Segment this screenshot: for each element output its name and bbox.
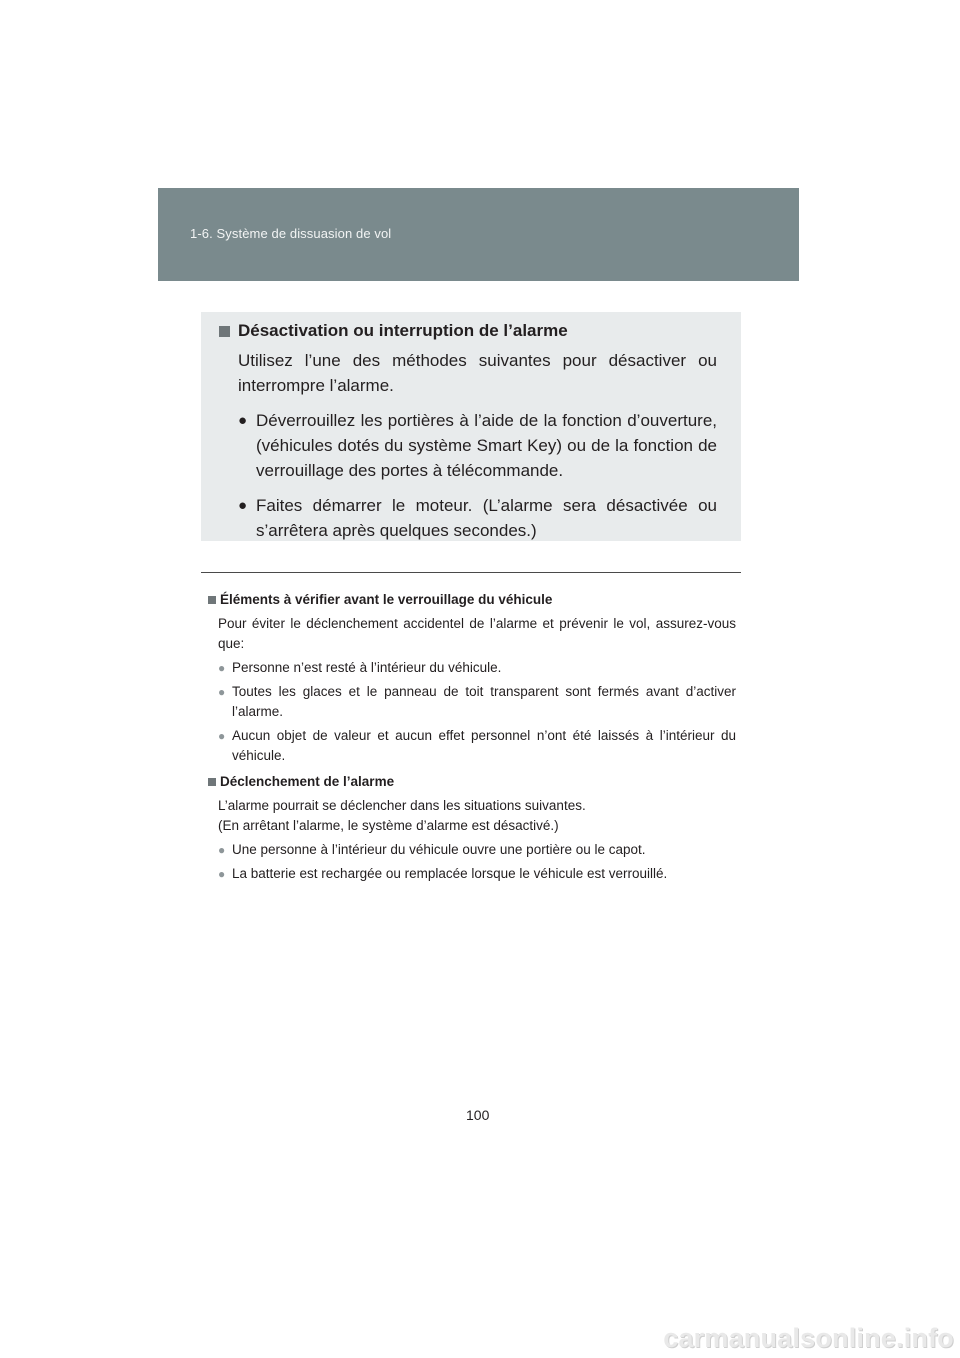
notes-heading-check — [208, 590, 736, 610]
notes-section — [208, 590, 736, 884]
list-item — [238, 493, 717, 543]
notes-heading-trigger — [208, 772, 736, 792]
bullet-dot-icon: ● — [238, 412, 248, 429]
info-box — [201, 312, 741, 541]
list-item-text: La batterie est rechargée ou remplacée lorsque le véhicule est verrouillé. — [232, 866, 668, 881]
list-item — [218, 864, 736, 884]
box-intro: Utilisez l’une des méthodes suivantes pour désactiver ou interrompre l’alarme. — [238, 351, 717, 395]
list-item — [218, 840, 736, 860]
bullet-dot-icon: ● — [218, 867, 226, 881]
bullet-dot-icon: ● — [218, 729, 226, 743]
divider — [201, 572, 741, 573]
list-item-text: Déverrouillez les portières à l’aide de la fonction d’ouverture, (véhicules dotés du système Smart Key) ou de la fonction de verrouillage des portes à télécommande. — [256, 411, 717, 480]
bullet-dot-icon: ● — [238, 497, 248, 514]
section-title: 1-6. Système de dissuasion de vol — [190, 226, 392, 241]
list-item — [218, 726, 736, 766]
page-number: 100 — [466, 1107, 490, 1123]
notes-intro-line: L’alarme pourrait se déclencher dans les situations suivantes. — [218, 798, 586, 813]
box-heading-text: Désactivation ou interruption de l’alarme — [238, 321, 568, 340]
box-heading — [219, 320, 717, 342]
square-bullet-icon — [219, 326, 230, 337]
notes-heading-text: Déclenchement de l’alarme — [220, 774, 395, 789]
notes-heading-text: Éléments à vérifier avant le verrouillage du véhicule — [220, 592, 553, 607]
list-item-text: Toutes les glaces et le panneau de toit transparent sont fermés avant d’activer l’alarme. — [232, 684, 736, 719]
list-item — [238, 408, 717, 483]
square-bullet-icon — [208, 778, 216, 786]
list-item-text: Aucun objet de valeur et aucun effet personnel n’ont été laissés à l’intérieur du véhicule. — [232, 728, 736, 763]
list-item — [218, 682, 736, 722]
bullet-dot-icon: ● — [218, 843, 226, 857]
section-header-band — [158, 188, 799, 281]
notes-intro: Pour éviter le déclenchement accidentel de l’alarme et prévenir le vol, assurez-vous que: — [218, 616, 736, 651]
watermark: carmanualsonline.info — [663, 1323, 954, 1353]
notes-intro-line: (En arrêtant l’alarme, le système d’alarme est désactivé.) — [218, 818, 559, 833]
list-item-text: Une personne à l’intérieur du véhicule ouvre une portière ou le capot. — [232, 842, 646, 857]
list-item-text: Faites démarrer le moteur. (L’alarme sera désactivée ou s’arrêtera après quelques secondes.) — [256, 496, 717, 540]
square-bullet-icon — [208, 596, 216, 604]
bullet-dot-icon: ● — [218, 661, 226, 675]
list-item-text: Personne n’est resté à l’intérieur du véhicule. — [232, 660, 502, 675]
bullet-dot-icon: ● — [218, 685, 226, 699]
list-item — [218, 658, 736, 678]
notes-intro — [218, 796, 736, 836]
